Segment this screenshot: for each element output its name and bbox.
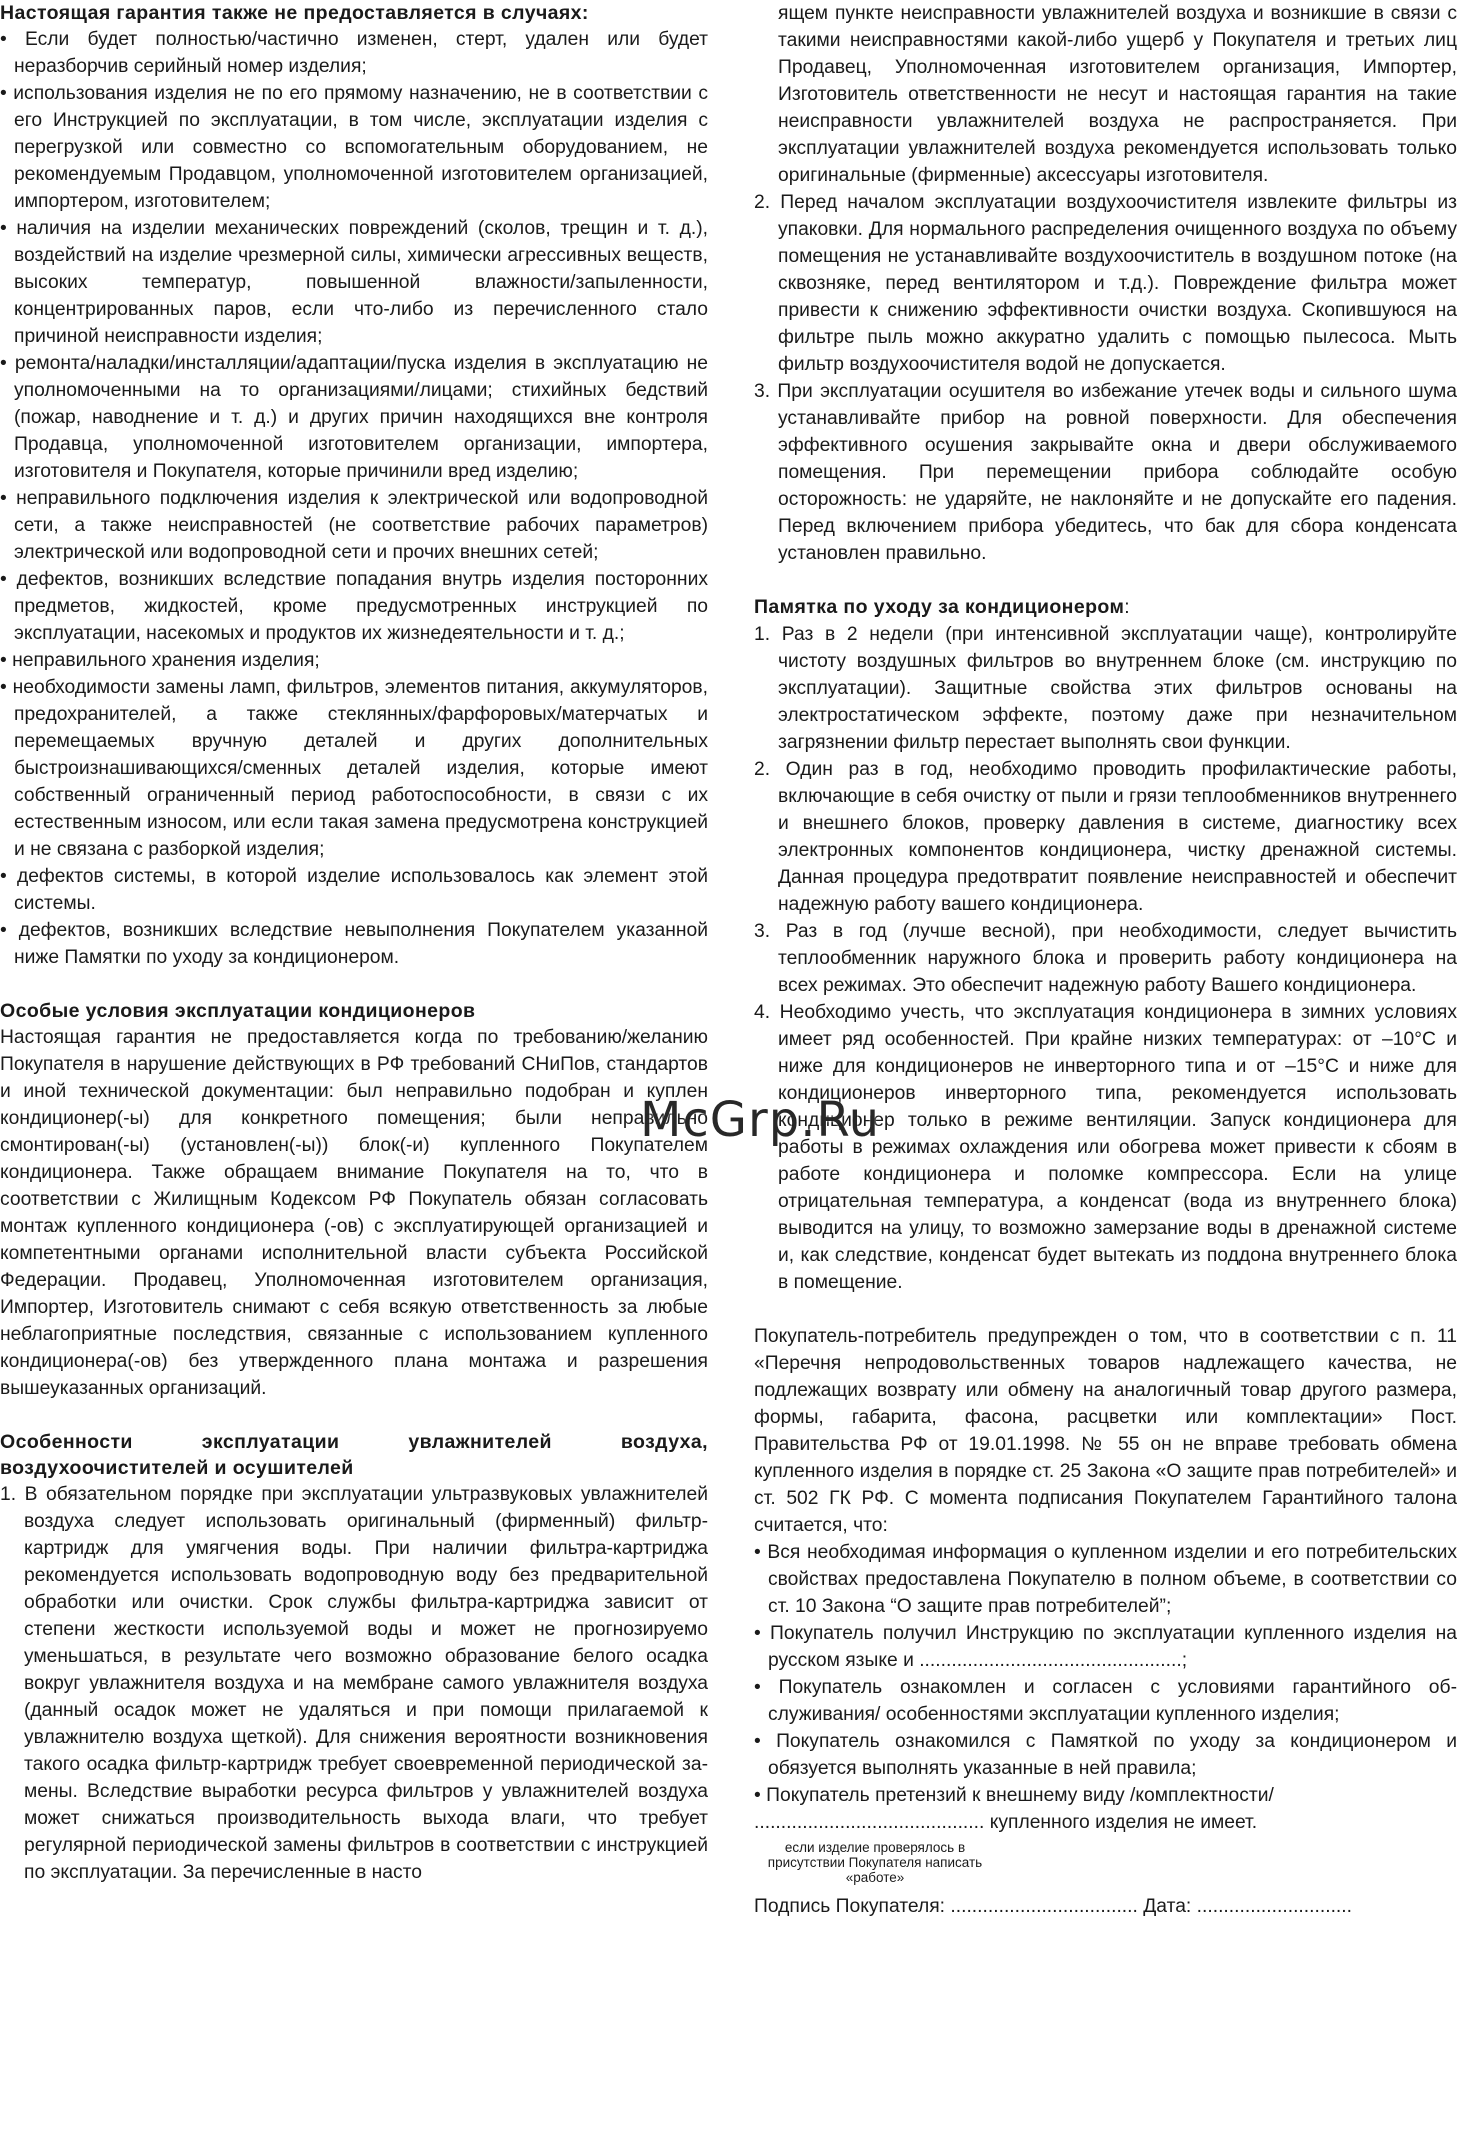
intro-bullet-list bbox=[0, 26, 708, 971]
memo-list bbox=[754, 621, 1457, 1296]
humidifier-item-1: 1. В обязательном порядке при эксплуатации ультразвуковых увлажнителей воздуха следует использовать оригинальный (фирменный) фильтр-картридж для умягчения воды. При наличии фильтра-картриджа рекомендуется использовать водопроводную воду без предварительной обработки или очистки. Срок службы фильтра-картриджа зависит от степени жесткости используемой воды и может не прогнозируемо уменьшаться, в результате чего возможно образование белого осадка вокруг увлажнителя воздуха и на мембране самого увлажнителя воздуха (данный осадок может не удаляться и при помощи прилагаемой к увлажнителю воздуха щеткой). Для снижения вероятности возникновения такого осадка фильтр-картридж требует своевременной периодической замены. Вследствие выработки ресурса фильтров у увлажнителей воздуха может снижаться производительность выхода влаги, что требует регулярной периодической замены фильтров в соответствии с инструкцией по эксплуатации. За перечисленные в насто bbox=[0, 1484, 708, 1883]
humidifier-item-1-continued: ящем пункте неисправности увлажнителей воздуха и возникшие в связи с такими неисправностями какой-либо ущерб у Покупателя и третьих лиц Продавец, Уполномоченная изготовителем организация, Импортер, Изготовитель ответственности не несут и настоящая гарантия на такие неисправности увлажнителей воздуха не распространяется. При эксплуатации увлажнителей воздуха рекомендуется использовать только оригинальные (фирменные) аксессуары изготовителя. bbox=[778, 3, 1457, 186]
signature-line: Подпись Покупателя: ................................... Дата: ............................. bbox=[754, 1896, 1352, 1917]
list-item: • Покупатель получил Инструкцию по эксплуатации купленного изделия на русском языке и .................................................; bbox=[754, 1623, 1457, 1671]
list-item: • Покупатель ознакомлен и согласен с условиями гарантийного обслуживания/ особенностями эксплуатации купленного изделия; bbox=[754, 1677, 1457, 1725]
special-conditions-text: Настоящая гарантия не предоставляется когда по требованию/желанию Покупателя в нарушение действующих в РФ требований СНиПов, стандартов и иной технической документации: был неправильно подобран и куплен кондиционер(-ы) для конкретного помещения; были неправильно смонтирован(-ы) (установлен(-ы)) блок(-и) купленного Покупателем кондиционера. Также обращаем внимание Покупателя на то, что в соответствии с Жилищным Кодексом РФ Покупатель обязан согласовать монтаж купленного кондиционера (-ов) с эксплуатирующей организацией и компетентными органами исполнительной власти субъекта Российской Федерации. Продавец, Уполномоченная изготовителем организация, Импортер, Изготовитель снимают с себя всякую ответственность за любые неблагоприятные последствия, связанные с использованием купленного кондиционера(-ов) без утвержденного плана монтажа и разрешения вышеуказанных организаций. bbox=[0, 1027, 708, 1399]
memo-heading-line bbox=[754, 594, 1457, 621]
list-item: • ремонта/наладки/инсталляции/адаптации/пуска изделия в эксплуатацию не уполномоченными на то организациями/лицами; стихийных бедствий (пожар, наводнение и т. д.) и других причин находящихся вне контроля Продавца, уполномоченной изготовителем организации, импортера, изготовителя и Покупателя, которые причинили вред изделию; bbox=[0, 353, 708, 482]
list-item: 4. Необходимо учесть, что эксплуатация кондиционера в зимних условиях имеет ряд особенностей. При крайне низких температурах: от –10°С и ниже для кондиционеров не инверторного типа и от –15°С и ниже для кондиционеров инверторного типа, рекомендуется использовать кондиционер только в режиме вентиляции. Запуск кондиционера для работы в режимах охлаждения или обогрева может привести к сбоям в работе кондиционера и поломке компрессора. Если на улице отрицательная температура, а конденсат (вода из внутреннего блока) выводится на улицу, то возможно замерзание воды в дренажной системе и, как следствие, конденсат будет вытекать из поддона внутреннего блока в помещение. bbox=[754, 1002, 1457, 1293]
right-column bbox=[754, 0, 1457, 1920]
list-item: • неправильного подключения изделия к электрической или водопроводной сети, а также неисправностей (не соответствие рабочих параметров) электрической или водопроводной сети и прочих внешних сетей; bbox=[0, 488, 708, 563]
spacer bbox=[754, 567, 1457, 594]
spacer bbox=[0, 971, 708, 998]
list-item: 1. Раз в 2 недели (при интенсивной эксплуатации чаще), контролируйте чистоту воздушных фильтров во внутреннем блоке (см. инструкцию по эксплуатации). Защитные свойства этих фильтров основаны на электростатическом эффекте, поэтому даже при незначительном загрязнении фильтр перестает выполнять свои функции. bbox=[754, 624, 1457, 753]
list-item: • дефектов, возникших вследствие попадания внутрь изделия посторонних предметов, жидкостей, кроме предусмотренных инструкцией по эксплуатации, насекомых и продуктов их жизнедеятельности и т. д.; bbox=[0, 569, 708, 644]
fill-line-caption: если изделие проверялось в присутствии Покупателя написать «работе» bbox=[767, 1840, 983, 1885]
intro-heading: Настоящая гарантия также не предоставляется в случаях: bbox=[0, 2, 589, 24]
special-conditions-heading: Особые условия эксплуатации кондиционеров bbox=[0, 1000, 476, 1022]
list-item: • Если будет полностью/частично изменен, стерт, удален или будет неразборчив серийный номер изделия; bbox=[0, 29, 708, 77]
completeness-fill-line: ........................................... купленного изделия не имеет. bbox=[754, 1812, 1258, 1833]
consumer-bullet-list bbox=[754, 1539, 1457, 1809]
list-item: 2. Один раз в год, необходимо проводить профилактические работы, включающие в себя очистку от пыли и грязи теплообменников внутреннего и внешнего блоков, проверку давления в системе, диагностику всех электронных компонентов кондиционера, чистку дренажной системы. Данная процедура предотвратит появление неисправностей и обеспечит надежную работу вашего кондиционера. bbox=[754, 759, 1457, 915]
list-item: • Вся необходимая информация о купленном изделии и его потребительских свойствах предоставлена Покупателю в полном объеме, в соответствии со ст. 10 Закона “О защите прав потребителей”; bbox=[754, 1542, 1457, 1617]
list-item: 3. Раз в год (лучше весной), при необходимости, следует вычистить теплообменник наружного блока и проверить работу кондиционера на всех режимах. Это обеспечит надежную работу Вашего кондиционера. bbox=[754, 921, 1457, 996]
spacer bbox=[754, 1296, 1457, 1323]
memo-heading-colon: : bbox=[1124, 597, 1130, 618]
consumer-notice-text: Покупатель-потребитель предупрежден о том, что в соответствии с п. 11 «Перечня непродовольственных товаров надлежащего качества, не подлежащих возврату или обмену на аналогичный товар другого размера, формы, габарита, фасона, расцветки или комплектации» Пост. Правительства РФ от 19.01.1998. № 55 он не вправе требовать обмена купленного изделия в порядке ст. 25 Закона «О защите прав потребителей» и ст. 502 ГК РФ. С момента подписания Покупателем Гарантийного талона считается, что: bbox=[754, 1326, 1457, 1536]
humidifier-item-3: 3. При эксплуатации осушителя во избежание утечек воды и сильного шума устанавливайте прибор на ровной поверхности. Для обеспечения эффективного осушения закрывайте окна и двери обслуживаемого помещения. При перемещении прибора соблюдайте особую осторожность: не ударяйте, не наклоняйте и не допускайте его падения. Перед включением прибора убедитесь, что бак для сбора конденсата установлен правильно. bbox=[754, 381, 1457, 564]
left-column bbox=[0, 0, 708, 1886]
list-item: • дефектов, возникших вследствие невыполнения Покупателем указанной ниже Памятки по уходу за кондиционером. bbox=[0, 920, 708, 968]
list-item: • наличия на изделии механических повреждений (сколов, трещин и т. д.), воздействий на изделие чрезмерной силы, химически агрессивных веществ, высоких температур, повышенной влажности/запыленности, концентрированных паров, если что-либо из перечисленного стало причиной неисправности изделия; bbox=[0, 218, 708, 347]
list-item: • Покупатель претензий к внешнему виду /комплектности/ bbox=[754, 1785, 1274, 1806]
watermark: McGrp.Ru bbox=[640, 1092, 881, 1148]
spacer bbox=[0, 1402, 708, 1429]
list-item: • неправильного хранения изделия; bbox=[0, 650, 320, 671]
list-item: • Покупатель ознакомился с Памяткой по уходу за кондиционером и обязуется выполнять указанные в ней правила; bbox=[754, 1731, 1457, 1779]
list-item: • необходимости замены ламп, фильтров, элементов питания, аккумуляторов, предохранителей, а также стеклянных/фарфоровых/матерчатых и перемещаемых вручную деталей и других дополнительных быстроизнашивающихся/сменных деталей изделия, которые имеют собственный ограниченный период работоспособности, в связи с их естественным износом, или если такая замена предусмотрена конструкцией и не связана с разборкой изделия; bbox=[0, 677, 708, 860]
list-item: • использования изделия не по его прямому назначению, не в соответствии с его Инструкцией по эксплуатации, в том числе, эксплуатации изделия с перегрузкой или совместно со вспомогательным оборудованием, не рекомендуемым Продавцом, уполномоченной изготовителем организацией, импортером, изготовителем; bbox=[0, 83, 708, 212]
list-item: • дефектов системы, в которой изделие использовалось как элемент этой системы. bbox=[0, 866, 708, 914]
humidifier-heading: Особенности эксплуатации увлажнителей воздуха, воздухоочистителей и осушителей bbox=[0, 1431, 708, 1479]
memo-heading: Памятка по уходу за кондиционером bbox=[754, 596, 1125, 618]
humidifier-item-2: 2. Перед началом эксплуатации воздухоочистителя извлеките фильтры из упаковки. Для нормального распределения очищенного воздуха по объему помещения не устанавливайте воздухоочиститель в воздушном потоке (на сквозняке, перед вентилятором и т.д.). Повреждение фильтра может привести к снижению эффективности очистки воздуха. Скопившуюся на фильтре пыль можно аккуратно удалить с помощью пылесоса. Мыть фильтр воздухоочистителя водой не допускается. bbox=[754, 192, 1457, 375]
